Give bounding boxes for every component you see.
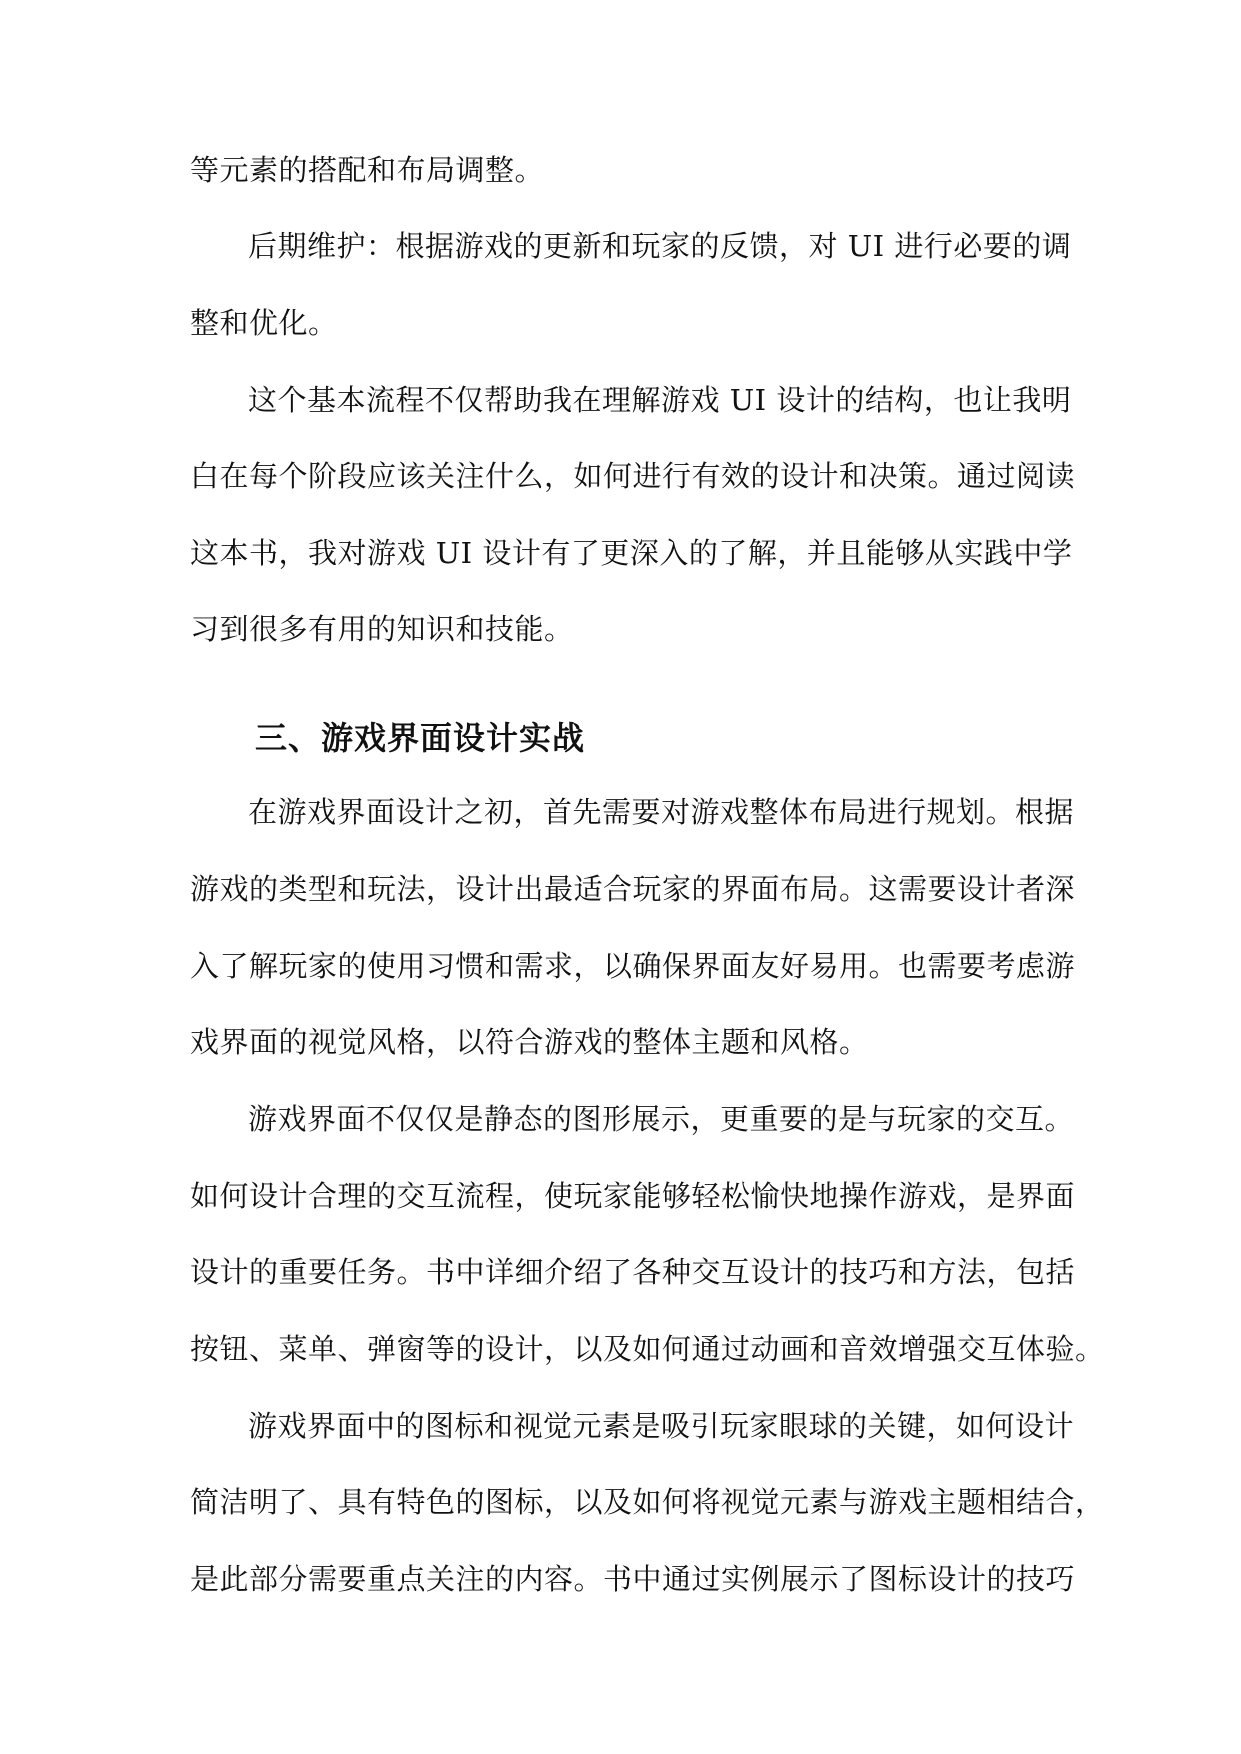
paragraph-line: 在游戏界面设计之初，首先需要对游戏整体布局进行规划。根据: [248, 795, 1075, 829]
paragraph-line: 整和优化。: [190, 306, 338, 340]
paragraph-line: 入了解玩家的使用习惯和需求，以确保界面友好易用。也需要考虑游: [190, 949, 1076, 983]
paragraph-line: 按钮、菜单、弹窗等的设计，以及如何通过动画和音效增强交互体验。: [190, 1332, 1105, 1366]
paragraph-line: 设计的重要任务。书中详细介绍了各种交互设计的技巧和方法，包括: [190, 1255, 1076, 1289]
paragraph-line: 白在每个阶段应该关注什么，如何进行有效的设计和决策。通过阅读: [190, 459, 1076, 493]
paragraph-line: 后期维护：根据游戏的更新和玩家的反馈，对 UI 进行必要的调: [248, 229, 1072, 263]
paragraph-line: 游戏界面中的图标和视觉元素是吸引玩家眼球的关键，如何设计: [248, 1409, 1075, 1443]
paragraph-line: 是此部分需要重点关注的内容。书中通过实例展示了图标设计的技巧: [190, 1562, 1076, 1596]
paragraph-line: 戏界面的视觉风格，以符合游戏的整体主题和风格。: [190, 1025, 869, 1059]
section-heading: 三、游戏界面设计实战: [255, 719, 586, 757]
paragraph-line: 简洁明了、具有特色的图标，以及如何将视觉元素与游戏主题相结合，: [190, 1485, 1105, 1519]
paragraph-line: 等元素的搭配和布局调整。: [190, 153, 545, 187]
paragraph-line: 这本书，我对游戏 UI 设计有了更深入的了解，并且能够从实践中学: [190, 536, 1073, 570]
paragraph-line: 游戏的类型和玩法，设计出最适合玩家的界面布局。这需要设计者深: [190, 872, 1076, 906]
paragraph-line: 这个基本流程不仅帮助我在理解游戏 UI 设计的结构，也让我明: [248, 383, 1072, 417]
paragraph-line: 习到很多有用的知识和技能。: [190, 612, 574, 646]
paragraph-line: 游戏界面不仅仅是静态的图形展示，更重要的是与玩家的交互。: [248, 1102, 1075, 1136]
paragraph-line: 如何设计合理的交互流程，使玩家能够轻松愉快地操作游戏，是界面: [190, 1179, 1076, 1213]
